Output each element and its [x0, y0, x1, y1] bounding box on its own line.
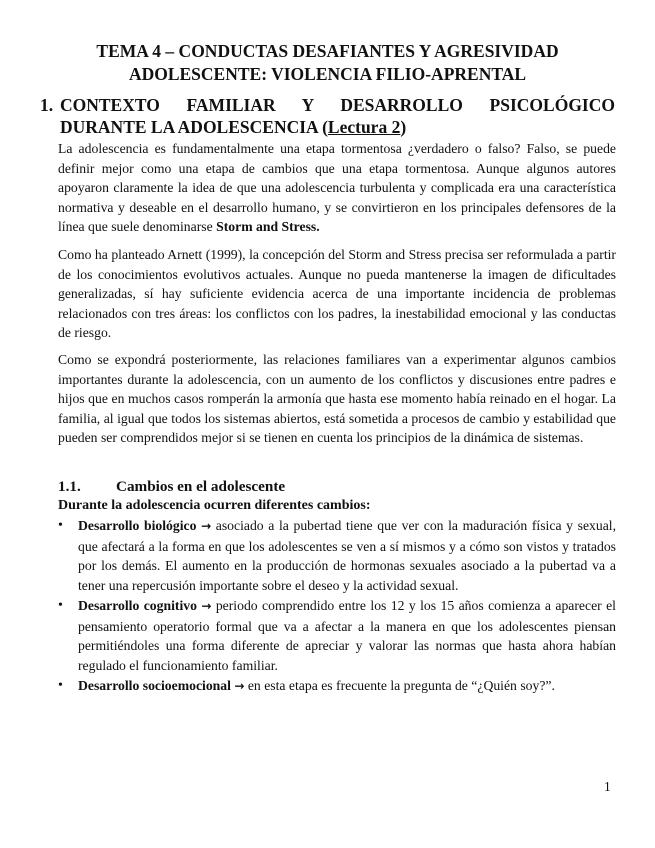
- bullet-icon: •: [58, 598, 63, 613]
- changes-list: [58, 516, 616, 698]
- section-1-heading-line-2: [60, 116, 615, 138]
- bullet-icon: •: [58, 518, 63, 533]
- subsection-title: Cambios en el adolescente: [116, 478, 286, 495]
- page-number: 1: [604, 779, 611, 794]
- subsection-heading: [58, 478, 285, 496]
- subsection-intro: Durante la adolescencia ocurren diferentes cambios:: [58, 498, 371, 513]
- paragraph-1-text: La adolescencia es fundamentalmente una etapa tormentosa ¿verdadero o falso? Falso, se puede definir mejor como una etapa de cambios que una etapa tormentosa. Aunque algunos autores apoyaron claramente la idea de que una adolescencia turbulenta y complicada era una característica normativa y deseable en el desarrollo humano, y se convirtieron en los principales defensores de la línea que suele denominarse: [58, 141, 616, 234]
- list-item-label: Desarrollo biológico: [78, 518, 197, 533]
- paragraph-1: [58, 139, 616, 237]
- section-1-heading-text: DURANTE LA ADOLESCENCIA (: [60, 117, 328, 137]
- list-item-text: asociado a la pubertad tiene que ver con la maduración física y sexual, que afectará a la forma en que los adolescentes se ven a sí mismos y a cómo son vistos y tratados por los demás. El aumento en la producción de hormonas sexuales asociado a la pubertad va a tener una repercusión importante sobre el deseo y la actividad sexual.: [78, 518, 617, 593]
- list-item-cognitive: [58, 596, 616, 675]
- title-line-1: TEMA 4 – CONDUCTAS DESAFIANTES Y AGRESIVIDAD: [96, 41, 559, 61]
- bullet-icon: •: [58, 678, 63, 693]
- list-item-label: Desarrollo cognitivo: [78, 598, 197, 613]
- list-item-text: periodo comprendido entre los 12 y los 15 años comienza a aparecer el pensamiento operatorio formal que va a afectar a la manera en que los adolescentes piensan permitiéndoles una forma diferente de apreciar y valorar las normas que hasta ahora habían regulado el funcionamiento familiar.: [78, 598, 616, 673]
- title-line-2: ADOLESCENTE: VIOLENCIA FILIO-APRENTAL: [128, 64, 527, 84]
- list-item-text: en esta etapa es frecuente la pregunta de “¿Quién soy?”.: [244, 678, 555, 693]
- section-1-heading-line-1: CONTEXTO FAMILIAR Y DESARROLLO PSICOLÓGICO: [60, 95, 615, 115]
- arrow-right-icon: →: [234, 679, 245, 693]
- storm-and-stress-term: Storm and Stress.: [216, 219, 320, 234]
- lectura-2-link[interactable]: Lectura 2: [327, 117, 401, 137]
- section-1-heading: [40, 94, 615, 138]
- arrow-right-icon: →: [201, 519, 212, 533]
- subsection-number: 1.1.: [58, 478, 81, 495]
- list-item-label: Desarrollo socioemocional: [78, 678, 231, 693]
- section-1-number: 1.: [40, 95, 54, 115]
- paragraph-2: Como ha planteado Arnett (1999), la concepción del Storm and Stress precisa ser reformulada a partir de los conocimientos evolutivos actuales. Aunque no pueda mantenerse la imagen de dificultades generalizadas, sí hay suficiente evidencia acerca de una importante incidencia de problemas relacionados con tres áreas: los conflictos con los padres, la inestabilidad emocional y las conductas de riesgo.: [58, 247, 616, 340]
- paragraph-3: Como se expondrá posteriormente, las relaciones familiares van a experimentar algunos cambios importantes durante la adolescencia, con un aumento de los conflictos y discusiones entre padres e hijos que en muchos casos romperán la armonía que hasta ese momento había reinado en el hogar. La familia, al igual que todos los sistemas abiertos, está sometida a procesos de cambio y estabilidad que pueden ser comprendidos mejor si se tienen en cuenta los principios de la dinámica de sistemas.: [58, 352, 616, 445]
- document-title: [40, 40, 615, 86]
- section-1-heading-close: ): [400, 117, 407, 137]
- list-item-biological: [58, 516, 616, 595]
- list-item-socioemotional: [58, 676, 616, 697]
- arrow-right-icon: →: [201, 599, 212, 613]
